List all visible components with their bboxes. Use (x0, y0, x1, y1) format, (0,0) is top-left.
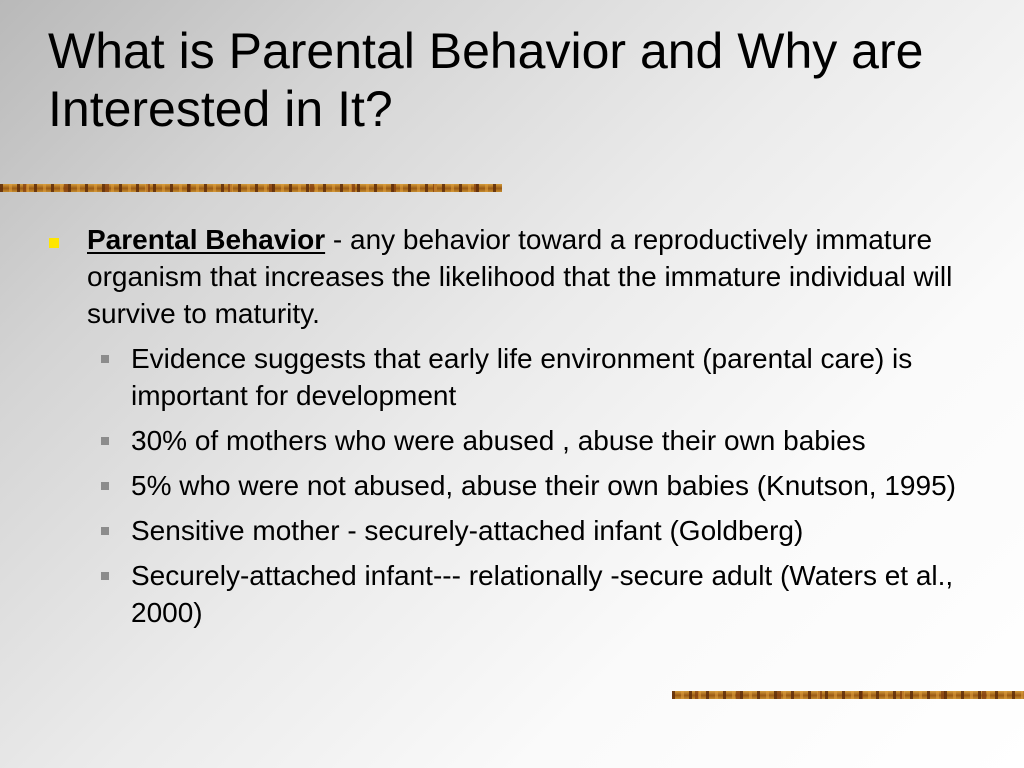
slide-title: What is Parental Behavior and Why are Interested in It? (48, 23, 924, 137)
title-divider-rule (0, 184, 502, 192)
sub-bullet-text: 30% of mothers who were abused , abuse their own babies (131, 425, 866, 456)
sub-bullet-point (131, 340, 976, 414)
footer-accent-rule (672, 691, 1024, 699)
sub-bullet-point (131, 512, 976, 549)
sub-bullet-point (131, 422, 976, 459)
square-bullet-icon (101, 355, 109, 363)
sub-bullet-text: Sensitive mother - securely-attached infant (Goldberg) (131, 515, 804, 546)
square-bullet-icon (101, 482, 109, 490)
main-bullet-point (46, 221, 976, 332)
square-bullet-icon (101, 572, 109, 580)
square-bullet-icon (101, 437, 109, 445)
sub-bullet-text: Securely-attached infant--- relationally -secure adult (Waters et al., 2000) (131, 560, 954, 628)
square-bullet-icon (101, 527, 109, 535)
sub-bullet-point (131, 467, 976, 504)
square-bullet-icon (49, 238, 59, 248)
sub-bullet-text: Evidence suggests that early life environment (parental care) is important for development (131, 343, 913, 411)
term-definition: - any behavior toward a reproductively immature organism that increases the likelihood that the immature individual will survive to maturity. (87, 224, 953, 329)
sub-bullet-point (131, 557, 976, 631)
defined-term: Parental Behavior (87, 224, 326, 255)
sub-bullet-text: 5% who were not abused, abuse their own babies (Knutson, 1995) (131, 470, 956, 501)
slide-body (46, 221, 976, 631)
